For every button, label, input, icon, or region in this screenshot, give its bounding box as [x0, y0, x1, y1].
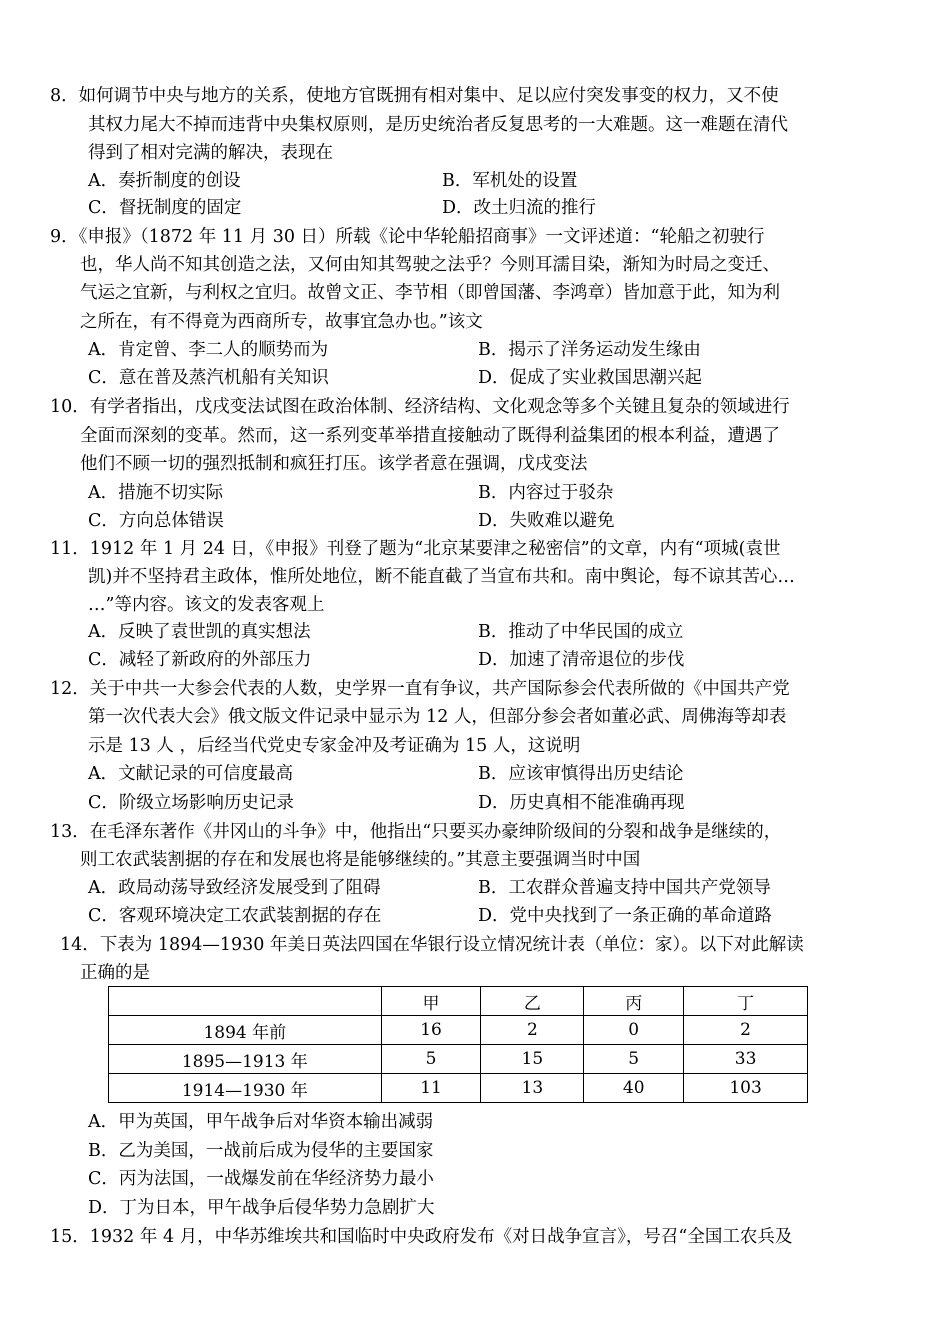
- table-header-cell: 乙: [481, 987, 584, 1016]
- table-cell: 103: [684, 1074, 808, 1103]
- question-number: 9．: [50, 227, 79, 247]
- question-14-line-1: 14．下表为 1894—1930 年美日英法四国在华银行设立情况统计表（单位：家）。以下对此解读: [60, 935, 804, 955]
- question-number: 8．: [50, 86, 79, 106]
- table-row: [109, 1045, 808, 1074]
- question-14-line-2: 正确的是: [80, 963, 150, 983]
- option-b: B．内容过于驳杂: [478, 483, 614, 503]
- option-a: A．肯定曾、李二人的顺势而为: [88, 340, 329, 360]
- table-cell: 15: [481, 1045, 584, 1074]
- option-c: C．阶级立场影响历史记录: [88, 793, 294, 813]
- table-cell: 0: [584, 1016, 684, 1045]
- option-a: A．政局动荡导致经济发展受到了阻碍: [88, 878, 381, 898]
- option-d: D．失败难以避免: [478, 511, 615, 531]
- option-d: D．改土归流的推行: [442, 198, 597, 218]
- table-cell: 5: [584, 1045, 684, 1074]
- table-row: [109, 1016, 808, 1045]
- table-cell: 1914—1930 年: [109, 1074, 382, 1103]
- question-10-line-1: 10．有学者指出，戊戌变法试图在政治体制、经济结构、文化观念等多个关键且复杂的领域进行: [50, 397, 790, 417]
- table-header-cell: 丁: [684, 987, 808, 1016]
- option-b: B．揭示了洋务运动发生缘由: [478, 340, 701, 360]
- option-c: C．督抚制度的固定: [88, 198, 242, 218]
- option-c: C．丙为法国，一战爆发前在华经济势力最小: [88, 1169, 434, 1189]
- table-header-cell: 丙: [584, 987, 684, 1016]
- option-d: D．党中央找到了一条正确的革命道路: [478, 906, 773, 926]
- table-cell: 40: [584, 1074, 684, 1103]
- table-cell: 16: [381, 1016, 481, 1045]
- option-a: A．奏折制度的创设: [88, 171, 241, 191]
- option-d: D．历史真相不能准确再现: [478, 793, 685, 813]
- question-13-line-1: 13．在毛泽东著作《井冈山的斗争》中，他指出“只要买办豪绅阶级间的分裂和战争是继续的，: [50, 822, 782, 842]
- table-cell: 1894 年前: [109, 1016, 382, 1045]
- option-c: C．意在普及蒸汽机船有关知识: [88, 368, 329, 388]
- question-8-line-1: 8．如何调节中央与地方的关系，使地方官既拥有相对集中、足以应付突发事变的权力，又不使: [50, 86, 779, 106]
- table-cell: 2: [684, 1016, 808, 1045]
- option-c: C．减轻了新政府的外部压力: [88, 650, 312, 670]
- question-11-line-1: 11．1912 年 1 月 24 日，《申报》刊登了题为“北京某要津之秘密信”的文章，内有“项城(袁世: [50, 539, 781, 559]
- option-c: C．客观环境决定工农武装割据的存在: [88, 906, 382, 926]
- question-8-line-2: 其权力尾大不掉而违背中央集权原则，是历史统治者反复思考的一大难题。这一难题在清代: [88, 115, 788, 135]
- question-number: 11．: [50, 539, 90, 559]
- question-number: 14．: [60, 935, 100, 955]
- option-a: A．措施不切实际: [88, 483, 224, 503]
- table-cell: 13: [481, 1074, 584, 1103]
- table-cell: 2: [481, 1016, 584, 1045]
- question-9-line-4: 之所在，有不得竟为西商所专，故事宜急办也。”该文: [80, 312, 483, 332]
- option-d: D．加速了清帝退位的步伐: [478, 650, 685, 670]
- question-13-line-2: 则工农武装割据的存在和发展也将是能够继续的。”其意主要强调当时中国: [80, 850, 641, 870]
- option-a: A．反映了袁世凯的真实想法: [88, 622, 311, 642]
- question-12-line-2: 第一次代表大会》俄文版文件记录中显示为 12 人，但部分参会者如董必武、周佛海等却表: [88, 707, 787, 727]
- table-header-cell: 甲: [381, 987, 481, 1016]
- question-11-line-3: …”等内容。该文的发表客观上: [88, 595, 325, 615]
- question-10-line-3: 他们不顾一切的强烈抵制和疯狂打压。该学者意在强调，戊戌变法: [80, 454, 588, 474]
- question-number: 12．: [50, 679, 90, 699]
- question-9-line-3: 气运之宜新，与利权之宜归。故曾文正、李节相（即曾国藩、李鸿章）皆加意于此，知为利: [80, 283, 780, 303]
- question-12-line-1: 12．关于中共一大参会代表的人数，史学界一直有争议，共产国际参会代表所做的《中国共产党: [50, 679, 790, 699]
- question-8-line-3: 得到了相对完满的解决，表现在: [88, 143, 333, 163]
- table-header-cell: [109, 987, 382, 1016]
- table-cell: 1895—1913 年: [109, 1045, 382, 1074]
- bank-statistics-table: [108, 986, 808, 1103]
- option-b: B．乙为美国，一战前后成为侵华的主要国家: [88, 1141, 434, 1161]
- question-15-line-1: 15．1932 年 4 月，中华苏维埃共和国临时中央政府发布《对日战争宣言》，号召“全国工农兵及: [50, 1227, 793, 1247]
- question-11-line-2: 凯)并不坚持君主政体，惟所处地位，断不能直截了当宣布共和。南中舆论，每不谅其苦心…: [88, 567, 795, 587]
- option-d: D．丁为日本，甲午战争后侵华势力急剧扩大: [88, 1198, 435, 1218]
- table-cell: 5: [381, 1045, 481, 1074]
- question-10-line-2: 全面而深刻的变革。然而，这一系列变革举措直接触动了既得利益集团的根本利益，遭遇了: [80, 426, 780, 446]
- option-d: D．促成了实业救国思潮兴起: [478, 368, 703, 388]
- table-row: [109, 1074, 808, 1103]
- question-9-line-1: 9．《申报》（1872 年 11 月 30 日）所载《论中华轮船招商事》一文评述道：“轮船之初驶行: [50, 227, 765, 247]
- question-number: 15．: [50, 1227, 90, 1247]
- question-12-line-3: 示是 13 人 ，后经当代党史专家金冲及考证确为 15 人，这说明: [88, 736, 581, 756]
- question-9-line-2: 也，华人尚不知其创造之法，又何由知其驾驶之法乎？今则耳濡目染，渐知为时局之变迁、: [80, 255, 780, 275]
- option-c: C．方向总体错误: [88, 511, 224, 531]
- question-number: 13．: [50, 822, 90, 842]
- option-a: A．甲为英国，甲午战争后对华资本输出减弱: [88, 1112, 434, 1132]
- table-cell: 33: [684, 1045, 808, 1074]
- option-b: B．应该审慎得出历史结论: [478, 764, 684, 784]
- option-b: B．工农群众普遍支持中国共产党领导: [478, 878, 771, 898]
- question-number: 10．: [50, 397, 90, 417]
- option-b: B．军机处的设置: [442, 171, 578, 191]
- table-cell: 11: [381, 1074, 481, 1103]
- option-b: B．推动了中华民国的成立: [478, 622, 684, 642]
- table-header-row: [109, 987, 808, 1016]
- option-a: A．文献记录的可信度最高: [88, 764, 294, 784]
